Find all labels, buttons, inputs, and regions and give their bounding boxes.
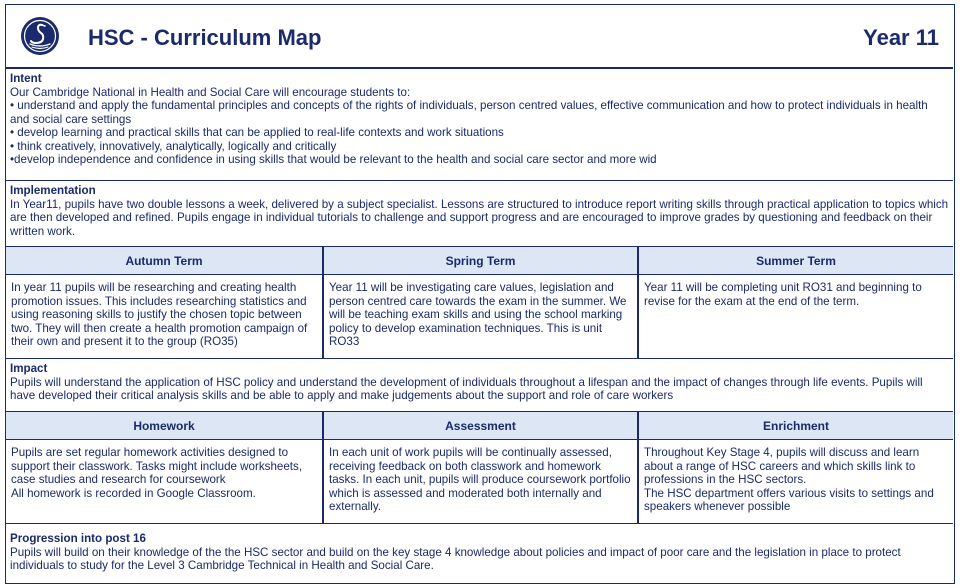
- enrichment-cell: Throughout Key Stage 4, pupils will discuss and learn about a range of HSC careers and which skills link to professions in the HSC sectors. The HSC department offers various visits to settings and speakers whenever possible: [644, 446, 934, 514]
- autumn-term-cell: In year 11 pupils will be researching and creating health promotion issues. This includes researching statistics and using reasoning skills to justify the chosen topic between two. They will then create a health promotion campaign of their own and present it to the group (RO35): [11, 281, 308, 349]
- intent-bullet: •develop independence and confidence in using skills that would be relevant to the health and social care sector and more wid: [10, 153, 657, 167]
- impact-section: [6, 359, 953, 412]
- implementation-section: [6, 181, 953, 247]
- extras-content-row: [6, 440, 953, 524]
- intent-section: [6, 69, 953, 181]
- column-divider: [322, 275, 324, 358]
- progression-heading: Progression into post 16: [10, 532, 146, 545]
- homework-header: Homework: [133, 419, 195, 433]
- extras-header-row: [6, 412, 953, 440]
- intent-heading: Intent: [10, 72, 42, 85]
- intent-bullet: • understand and apply the fundamental principles and concepts of the rights of individuals, person centred values, effective communication and how to protect individuals in health and social care settings: [10, 99, 928, 126]
- summer-term-cell: Year 11 will be completing unit RO31 and beginning to revise for the exam at the end of the term.: [644, 281, 922, 308]
- enrichment-header: Enrichment: [762, 419, 829, 433]
- spring-term-cell: Year 11 will be investigating care values, legislation and person centred care towards the exam in the summer. We will be teaching exam skills and using the school marking policy to develop examination techniques. This is unit RO33: [329, 281, 627, 349]
- column-divider: [637, 440, 639, 523]
- implementation-text: In Year11, pupils have two double lessons a week, delivered by a subject specialist. Lessons are structured to introduce report writing skills through practical application to topics which are then developed and refined. Pupils engage in individual tutorials to challenge and support progress and are encouraged to improve grades by questioning and feedback on their written work.: [10, 197, 949, 238]
- spring-term-header: Spring Term: [445, 254, 516, 268]
- assessment-cell: In each unit of work pupils will be continually assessed, receiving feedback on both classwork and homework tasks. In each unit, pupils will produce coursework portfolio which is assessed and moderated both internally and externally.: [329, 446, 631, 514]
- column-divider: [322, 440, 324, 523]
- swan-logo-icon: [20, 16, 60, 56]
- terms-content-row: [6, 275, 953, 359]
- year-label: Year 11: [863, 25, 939, 50]
- terms-header-row: [6, 247, 953, 275]
- assessment-header: Assessment: [445, 419, 516, 433]
- homework-cell: Pupils are set regular homework activities designed to support their classwork. Tasks might include worksheets, case studies and research for coursework All homework is recorded in Google Classroom.: [11, 446, 303, 500]
- column-divider: [637, 247, 639, 274]
- intent-bullet: • develop learning and practical skills that can be applied to real-life contexts and work situations: [10, 126, 504, 140]
- column-divider: [637, 412, 639, 439]
- implementation-heading: Implementation: [10, 184, 96, 197]
- page-header: [6, 5, 953, 69]
- intent-bullet: • think creatively, innovatively, analytically, logically and critically: [10, 139, 337, 153]
- intent-intro: Our Cambridge National in Health and Social Care will encourage students to:: [10, 85, 411, 99]
- column-divider: [322, 412, 324, 439]
- impact-heading: Impact: [10, 362, 48, 375]
- progression-text: Pupils will build on their knowledge of the the HSC sector and build on the key stage 4 knowledge about policies and impact of poor care and the legislation in place to protect individuals to study for the Level 3 Cambridge Technical in Health and Social Care.: [10, 545, 901, 573]
- column-divider: [637, 275, 639, 358]
- page-title: HSC - Curriculum Map: [88, 25, 322, 50]
- progression-section: [6, 524, 953, 582]
- column-divider: [322, 247, 324, 274]
- autumn-term-header: Autumn Term: [125, 254, 203, 268]
- impact-text: Pupils will understand the application of HSC policy and understand the development of individuals throughout a lifespan and the impact of changes through life events. Pupils will have developed their critical analysis skills and be able to apply and make judgements about the support and role of care workers: [10, 375, 923, 403]
- curriculum-map-page: [5, 4, 955, 584]
- summer-term-header: Summer Term: [756, 254, 836, 268]
